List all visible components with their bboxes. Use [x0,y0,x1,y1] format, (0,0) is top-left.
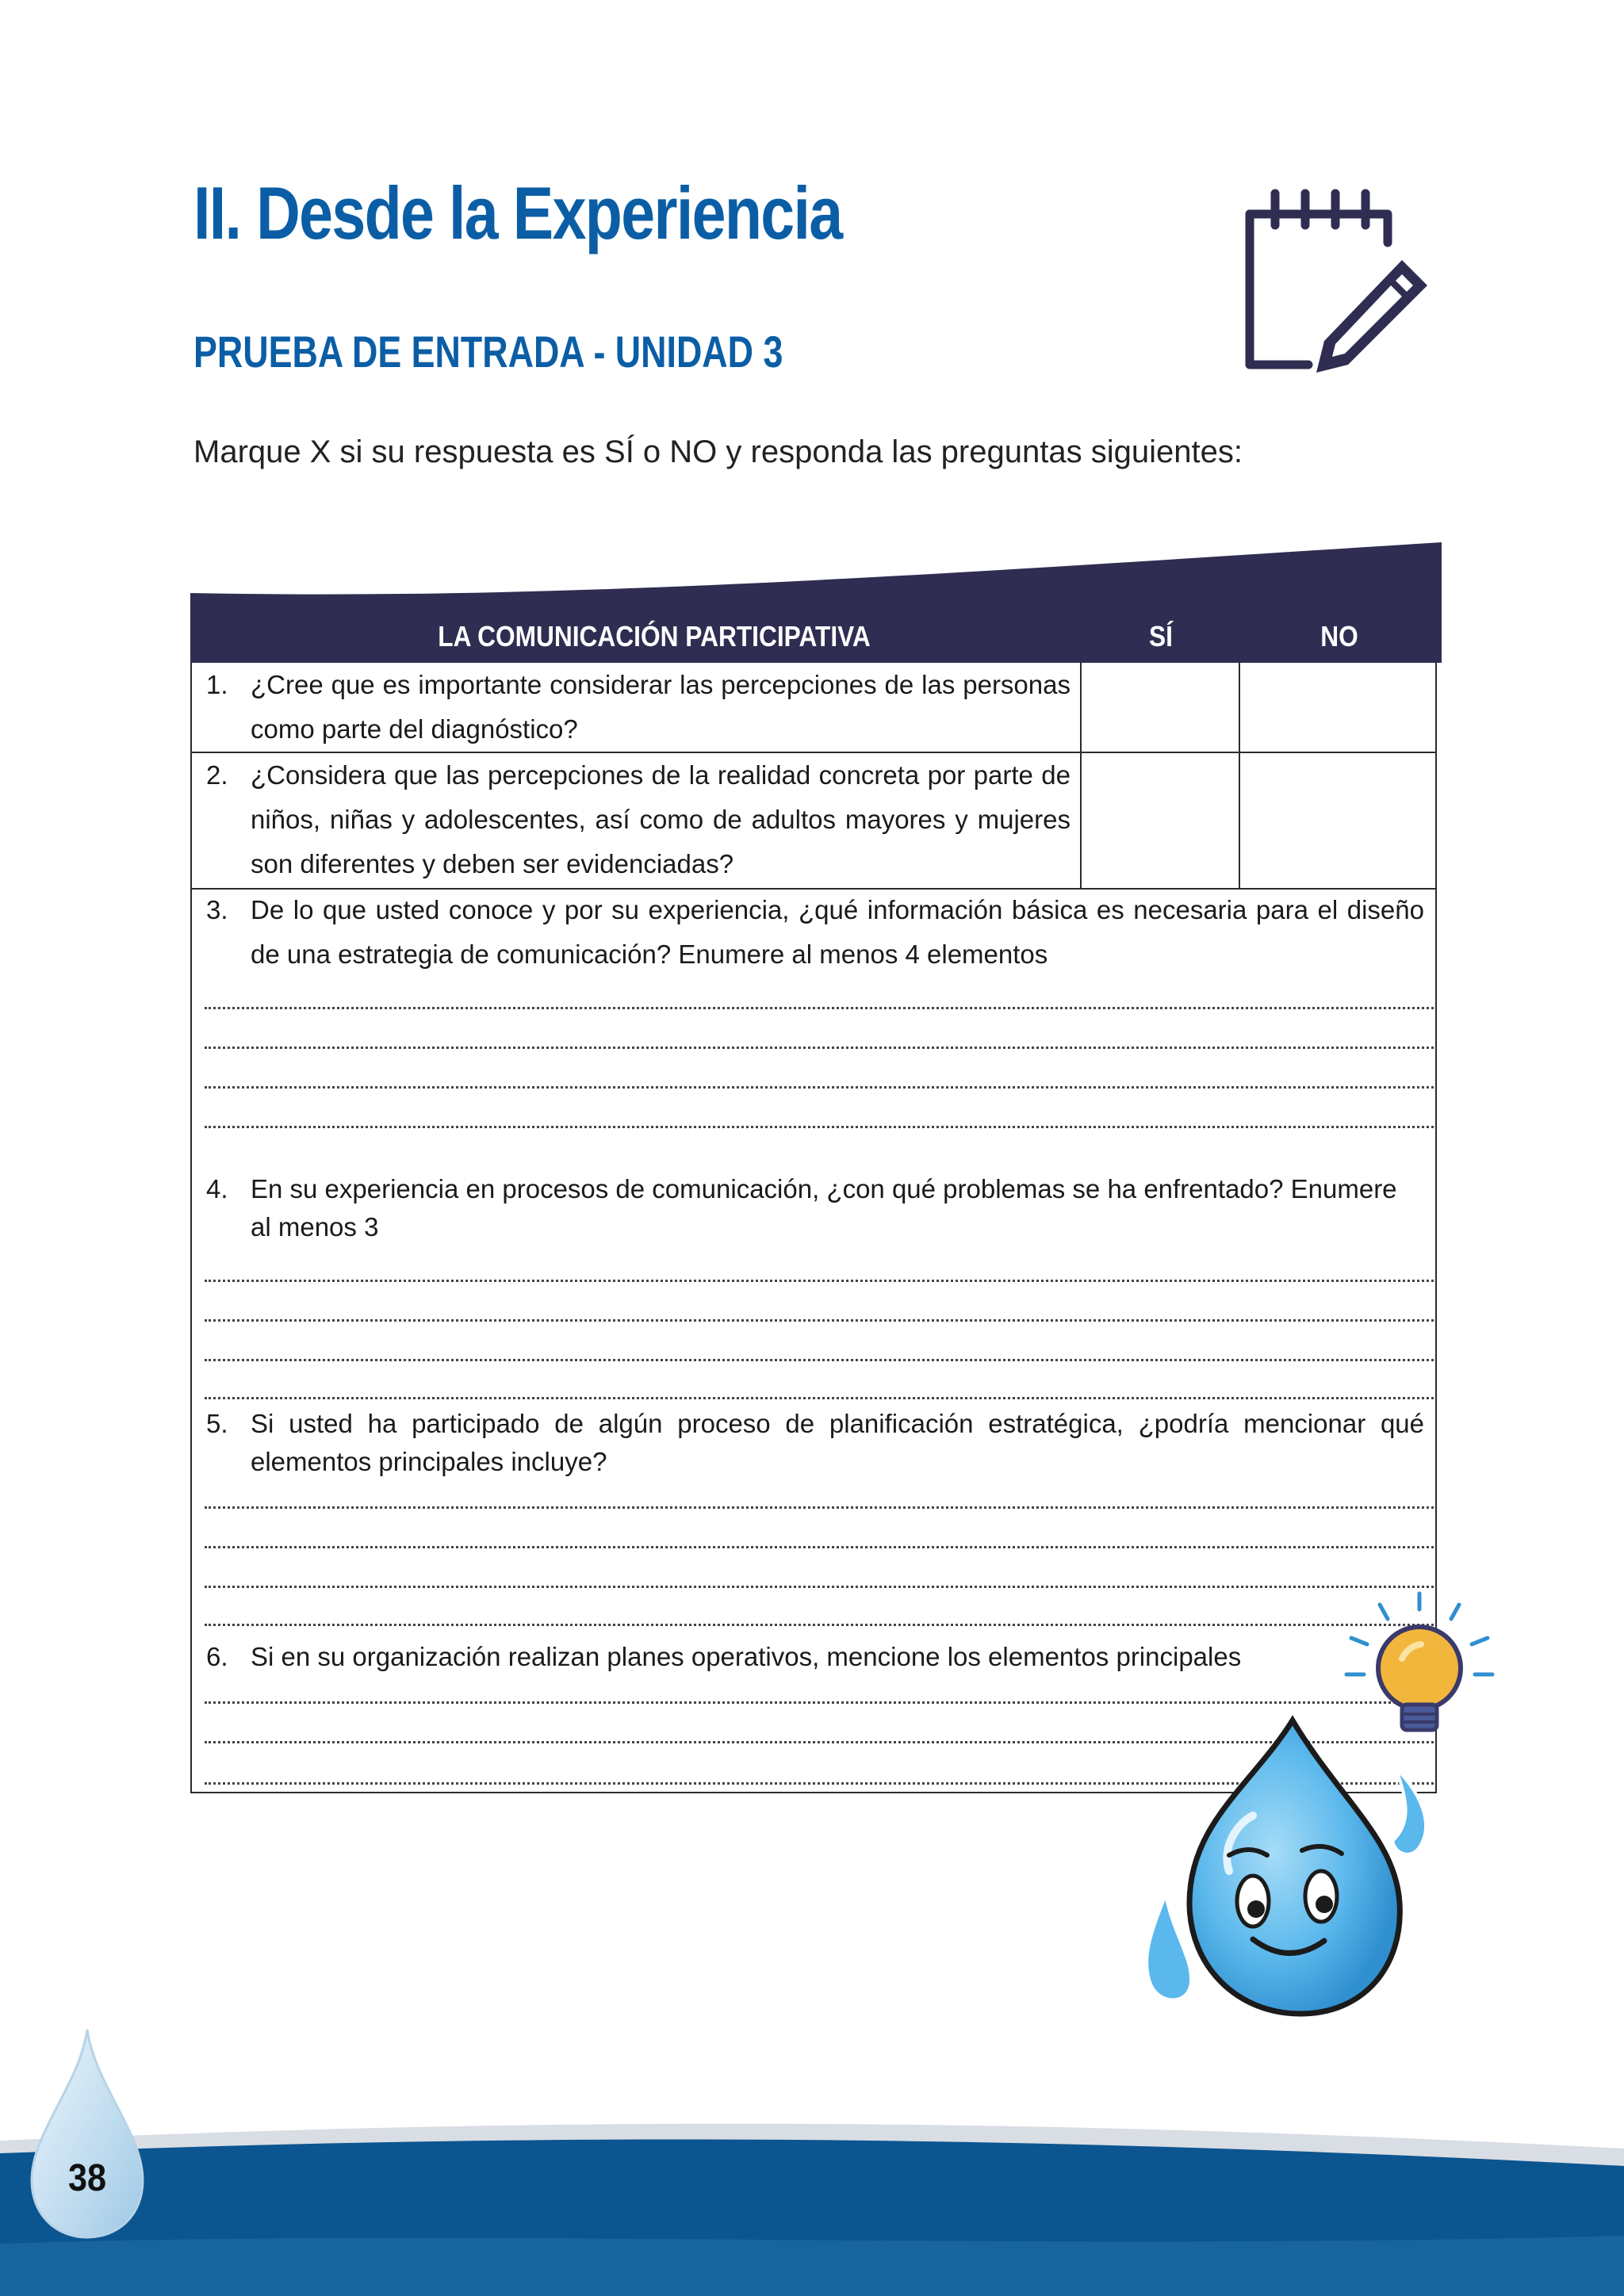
question-text: Si usted ha participado de algún proceso de planificación estratégica, ¿podría mencionar qué elementos principales incluye? [251,1409,1424,1476]
instructions-text: Marque X si su respuesta es SÍ o NO y responda las preguntas siguientes: [193,434,1243,469]
column-header-yes: SÍ [1149,620,1173,652]
question-2 [206,753,1071,886]
question-text: Si en su organización realizan planes operativos, mencione los elementos principales [251,1642,1242,1671]
answer-line[interactable] [205,1359,1434,1361]
question-number: 2. [206,760,228,790]
column-header-topic: LA COMUNICACIÓN PARTICIPATIVA [438,620,871,652]
answer-line[interactable] [205,1086,1434,1089]
page-title: II. Desde la Experiencia [193,171,842,254]
question-number: 3. [206,895,228,924]
answer-line[interactable] [205,1546,1434,1548]
question-number: 5. [206,1409,228,1438]
answer-cell-q1-no[interactable] [1242,666,1435,750]
answer-cell-q2-no[interactable] [1242,755,1435,886]
answer-cell-q2-yes[interactable] [1083,755,1237,886]
answer-line[interactable] [205,1047,1434,1049]
question-text: ¿Cree que es importante considerar las percepciones de las personas como parte del diagnóstico? [251,670,1071,744]
answer-line[interactable] [205,1280,1434,1282]
question-3 [206,888,1424,977]
notepad-pencil-icon [1243,187,1440,374]
question-5 [206,1405,1424,1481]
light-bulb-icon [1332,1586,1507,1760]
answer-line[interactable] [205,1126,1434,1128]
question-text: De lo que usted conoce y por su experiencia, ¿qué información básica es necesaria para el diseño de una estrategia de comunicación? Enumere al menos 4 elementos [251,895,1424,969]
column-header-no: NO [1320,620,1358,652]
answer-cell-q1-yes[interactable] [1083,666,1237,750]
answer-line[interactable] [205,1319,1434,1322]
answer-line[interactable] [205,1007,1434,1009]
answer-line[interactable] [205,1506,1434,1509]
section-subtitle: PRUEBA DE ENTRADA - UNIDAD 3 [193,327,783,377]
question-number: 4. [206,1174,228,1203]
column-divider [1239,663,1240,888]
question-4 [206,1170,1424,1246]
question-text: ¿Considera que las percepciones de la realidad concreta por parte de niños, niñas y adolescentes, así como de adultos mayores y mujeres son diferentes y deben ser evidenciadas? [251,760,1071,878]
page-number: 38 [67,2157,107,2199]
column-divider [1080,663,1082,888]
answer-line[interactable] [205,1397,1434,1399]
question-number: 6. [206,1642,228,1671]
bottom-wave-decoration [0,2093,1624,2296]
question-1 [206,663,1071,752]
question-number: 1. [206,670,228,699]
water-drop-icon [24,2022,151,2244]
question-text: En su experiencia en procesos de comunicación, ¿con qué problemas se ha enfrentado? Enumere al menos 3 [251,1174,1397,1242]
